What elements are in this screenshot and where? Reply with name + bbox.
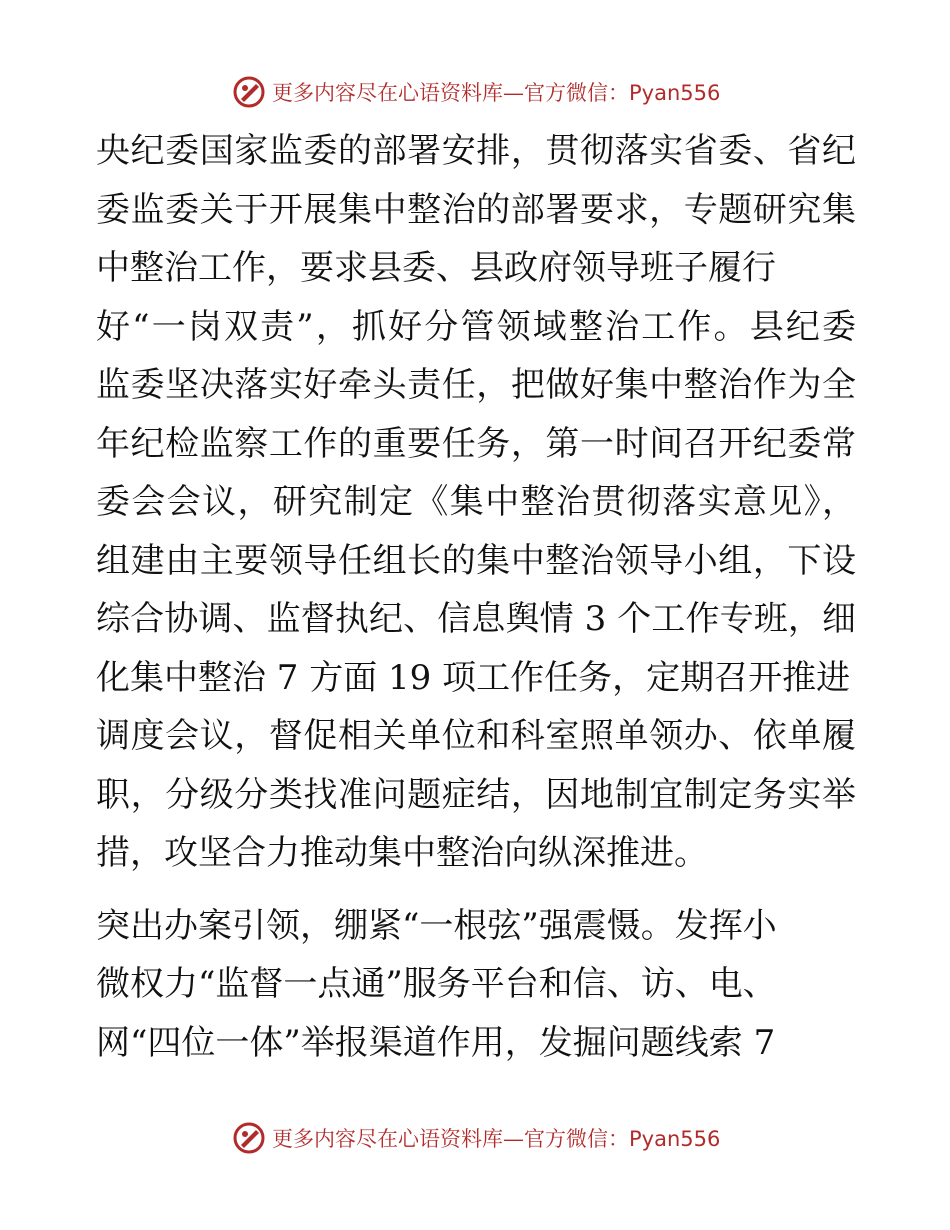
footer-banner-handle: Pyan556 [629,1127,721,1151]
brand-logo-icon [232,75,266,109]
header-banner-handle: Pyan556 [629,81,721,105]
text-line: 微权力“监督一点通”服务平台和信、访、电、 [96,964,777,1004]
text-line: 委监委关于开展集中整治的部署要求，专题研究集 [96,189,856,230]
text-line: 措，攻坚合力推动集中整治向纵深推进。 [96,833,708,873]
header-banner-text [272,77,720,107]
document-body [96,122,856,1072]
text-line: 委会会议，研究制定《集中整治贯彻落实意见》， [96,482,856,522]
footer-banner-label: 更多内容尽在心语资料库—官方微信： [272,1127,629,1151]
text-line: 央纪委国家监委的部署安排，贯彻落实省委、省纪 [96,131,856,171]
brand-logo-icon [232,1121,266,1155]
paragraph-2 [96,897,856,1073]
text-line: 网“四位一体”举报渠道作用，发掘问题线索 7 [96,1022,776,1063]
header-banner [232,74,720,110]
text-line: 化集中整治 7 方面 19 项工作任务，定期召开推进 [96,657,851,698]
text-line: 好“一岗双责”，抓好分管领域整治工作。县纪委 [96,306,856,347]
text-line: 组建由主要领导任组长的集中整治领导小组，下设 [96,540,856,581]
paragraph-gap [96,883,856,897]
header-banner-label: 更多内容尽在心语资料库—官方微信： [272,81,629,105]
paragraph-1 [96,122,856,883]
text-line: 职，分级分类找准问题症结，因地制宜制定务实举 [96,774,856,815]
text-line: 监委坚决落实好牵头责任，把做好集中整治作为全 [96,365,856,405]
text-line: 突出办案引领，绷紧“一根弦”强震慑。发挥小 [96,905,777,946]
footer-banner-text [272,1123,720,1153]
text-line: 调度会议，督促相关单位和科室照单领办、依单履 [96,716,856,756]
text-line: 年纪检监察工作的重要任务，第一时间召开纪委常 [96,423,856,464]
footer-banner [232,1120,720,1156]
text-line: 综合协调、监督执纪、信息舆情 3 个工作专班，细 [96,599,856,639]
text-line: 中整治工作，要求县委、县政府领导班子履行 [96,248,776,288]
